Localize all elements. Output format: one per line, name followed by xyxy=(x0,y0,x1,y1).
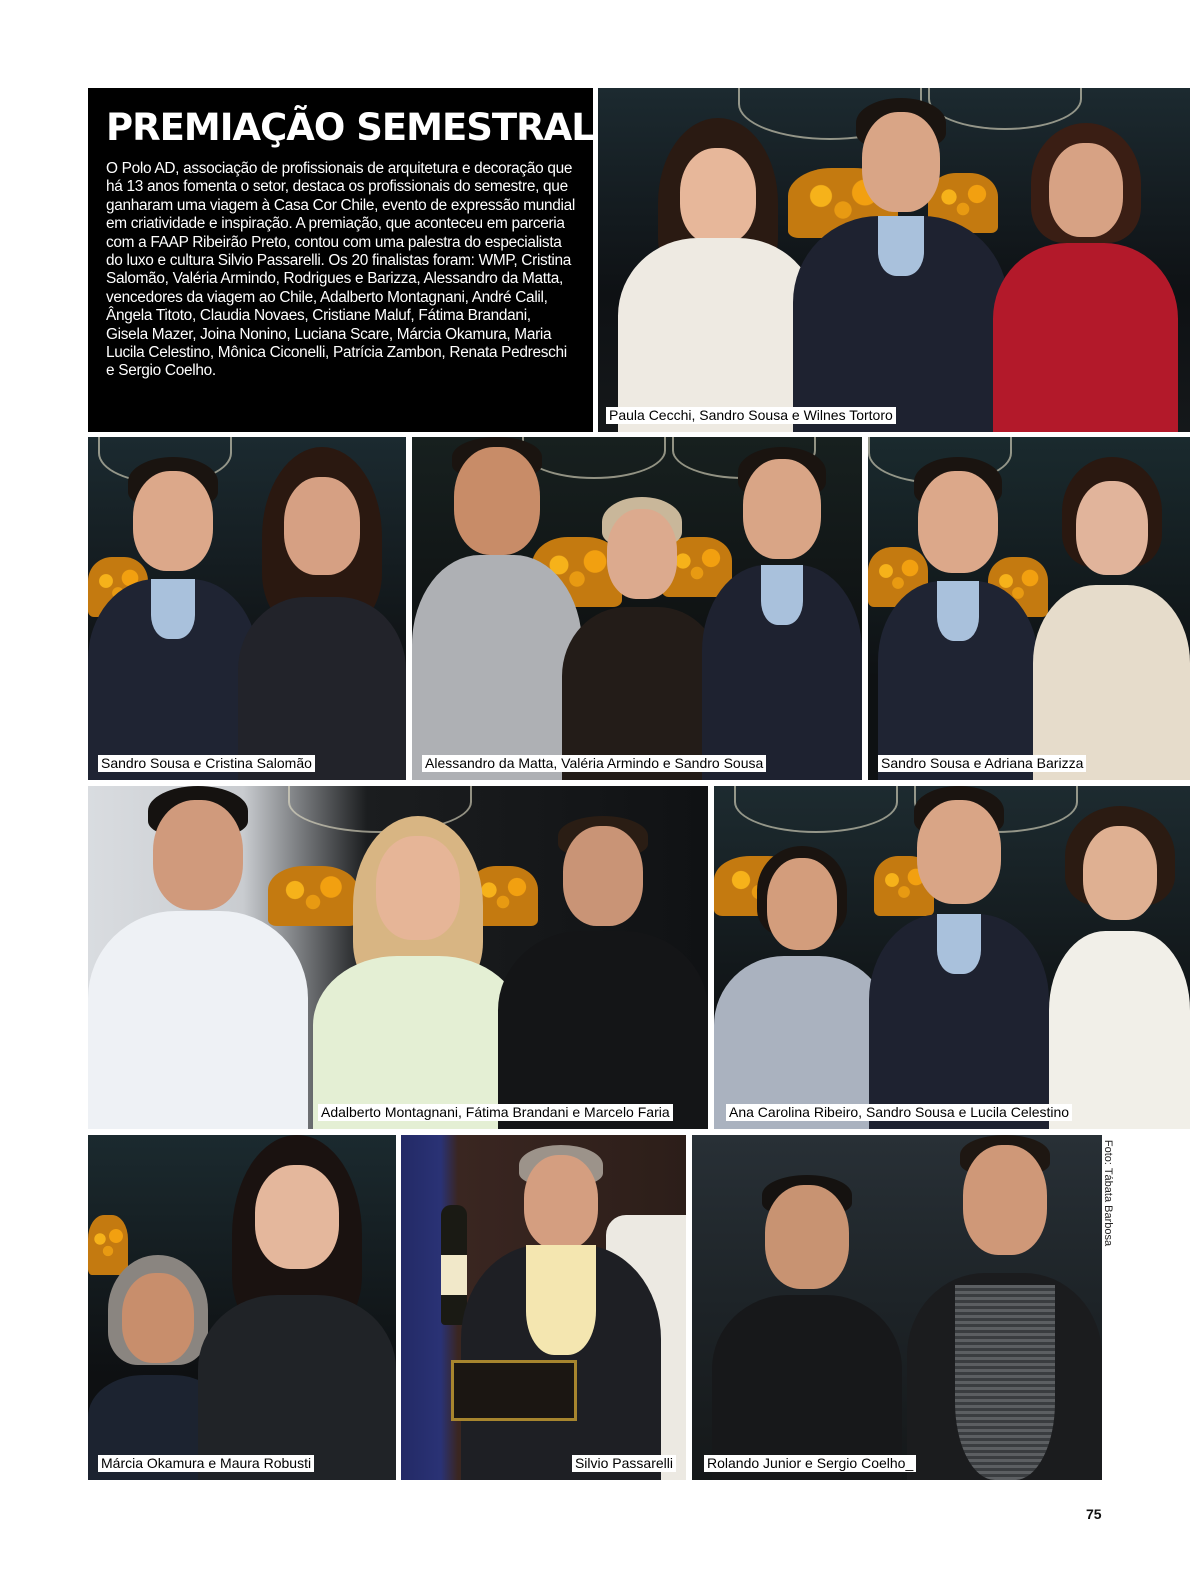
photo-caption: Ana Carolina Ribeiro, Sandro Sousa e Lucila Celestino xyxy=(726,1104,1072,1121)
gift-box xyxy=(451,1360,577,1421)
photo-caption: Adalberto Montagnani, Fátima Brandani e Marcelo Faria xyxy=(318,1104,673,1121)
photo-caption: Paula Cecchi, Sandro Sousa e Wilnes Tortoro xyxy=(606,407,896,424)
person xyxy=(869,786,1049,1129)
person xyxy=(461,1145,661,1480)
photo-3 xyxy=(412,437,862,780)
page-number: 75 xyxy=(1086,1506,1102,1522)
person xyxy=(562,497,722,780)
person xyxy=(238,447,406,780)
photo-4 xyxy=(868,437,1190,780)
person xyxy=(793,98,1008,432)
person xyxy=(198,1135,396,1480)
photo-caption: Márcia Okamura e Maura Robusti xyxy=(98,1455,314,1472)
person xyxy=(702,447,862,780)
person xyxy=(1033,457,1190,780)
photo-caption: Sandro Sousa e Cristina Salomão xyxy=(98,755,315,772)
photo-6 xyxy=(714,786,1190,1129)
person xyxy=(1049,806,1190,1129)
photo-caption: Silvio Passarelli xyxy=(572,1455,676,1472)
person xyxy=(714,846,889,1129)
person xyxy=(878,457,1038,780)
photo-caption: Sandro Sousa e Adriana Barizza xyxy=(878,755,1086,772)
person xyxy=(412,437,582,780)
photo-credit-text: Foto: Tábata Barbosa xyxy=(1102,1139,1114,1247)
person xyxy=(712,1175,902,1480)
intro-box xyxy=(88,88,593,432)
photo-caption: Alessandro da Matta, Valéria Armindo e Sandro Sousa xyxy=(422,755,766,772)
photo-8 xyxy=(401,1135,686,1480)
article-title: PREMIAÇÃO SEMESTRAL xyxy=(106,106,594,149)
article-body: O Polo AD, associação de profissionais de arquitetura e decoração que há 13 anos fomenta o setor, destaca os profissionais do semestre, que ganharam uma viagem à Casa Cor Chile, evento de expressão mundial em criatividade e inspiração. A premiação, que aconteceu em parceria com a FAAP Ribeirão Preto, contou com uma palestra do especialista do luxo e cultura Silvio Passarelli. Os 20 finalistas foram: WMP, Cristina Salomão, Valéria Armindo, Rodrigues e Barizza, Alessandro da Matta, vencedores da viagem ao Chile, Adalberto Montagnani, André Calil, Ângela Titoto, Claudia Novaes, Cristiane Maluf, Fátima Brandani, Gisela Mazer, Joina Nonino, Luciana Scare, Márcia Okamura, Maria Lucila Celestino, Mônica Ciconelli, Patrícia Zambon, Renata Pedreschi e Sergio Coelho. xyxy=(106,160,575,380)
person xyxy=(498,816,708,1129)
photo-credit xyxy=(1098,1138,1118,1248)
photo-2 xyxy=(88,437,406,780)
person xyxy=(618,118,818,432)
person xyxy=(88,457,258,780)
photo-caption: Rolando Junior e Sergio Coelho_ xyxy=(704,1455,916,1472)
person xyxy=(907,1135,1102,1480)
person xyxy=(88,786,308,1129)
photo-9 xyxy=(692,1135,1102,1480)
photo-1 xyxy=(598,88,1190,432)
person xyxy=(313,816,523,1129)
photo-5 xyxy=(88,786,708,1129)
photo-7 xyxy=(88,1135,396,1480)
person xyxy=(993,123,1178,432)
